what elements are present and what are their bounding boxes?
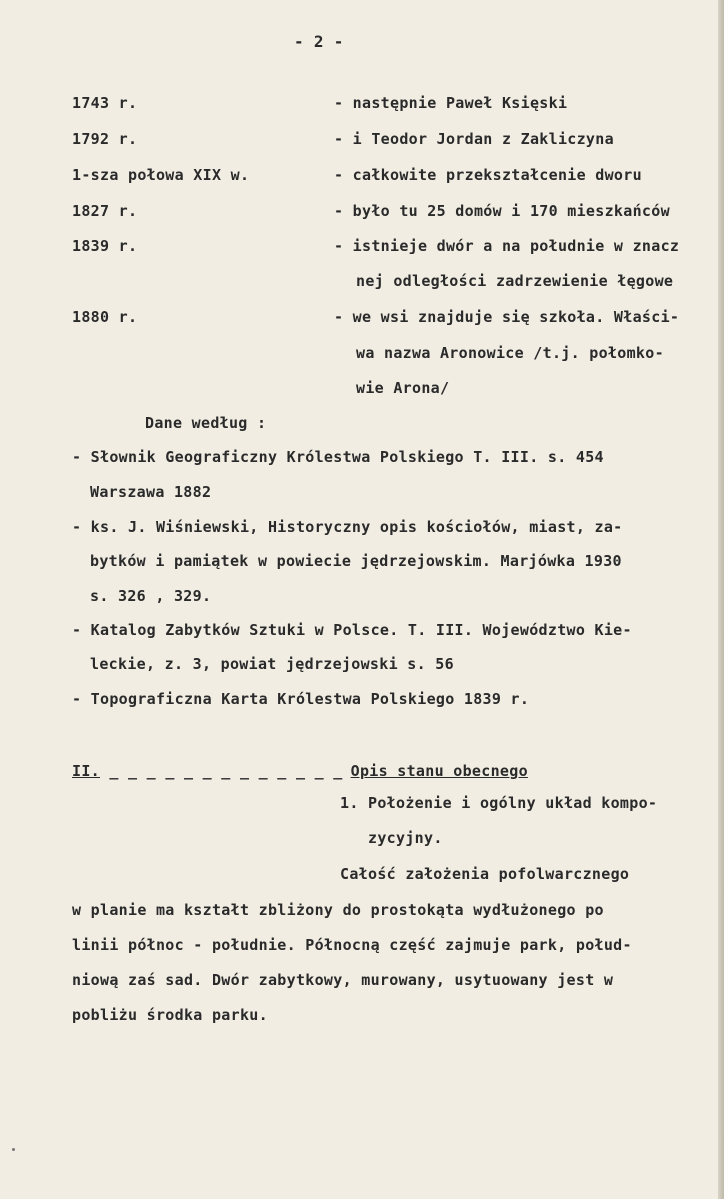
chronology-date: 1792 r. bbox=[72, 130, 138, 148]
chronology-text: - i Teodor Jordan z Zakliczyna bbox=[334, 130, 614, 148]
chronology-date: 1-sza połowa XIX w. bbox=[72, 166, 250, 184]
body-line: w planie ma kształt zbliżony do prostokąta wydłużonego po bbox=[72, 901, 604, 919]
body-line: pobliżu środka parku. bbox=[72, 1006, 268, 1024]
section-heading bbox=[72, 762, 528, 780]
chronology-date: 1743 r. bbox=[72, 94, 138, 112]
sources-heading: Dane według : bbox=[145, 414, 267, 432]
source-line: bytków i pamiątek w powiecie jędrzejowskim. Marjówka 1930 bbox=[90, 552, 622, 570]
chronology-text: - we wsi znajduje się szkoła. Właści- bbox=[334, 308, 680, 326]
section-title: Opis stanu obecnego bbox=[350, 762, 528, 780]
chronology-date: 1880 r. bbox=[72, 308, 138, 326]
source-line: - Topograficzna Karta Królestwa Polskiego 1839 r. bbox=[72, 690, 530, 708]
chronology-text: - następnie Paweł Księski bbox=[334, 94, 568, 112]
source-line: leckie, z. 3, powiat jędrzejowski s. 56 bbox=[90, 655, 454, 673]
chronology-text: wa nazwa Aronowice /t.j. połomko- bbox=[356, 344, 664, 362]
paper-speck bbox=[12, 1148, 15, 1151]
chronology-date: 1827 r. bbox=[72, 202, 138, 220]
source-line: Warszawa 1882 bbox=[90, 483, 212, 501]
body-line: linii północ - południe. Północną część zajmuje park, połud- bbox=[72, 936, 632, 954]
source-line: - Katalog Zabytków Sztuki w Polsce. T. III. Województwo Kie- bbox=[72, 621, 632, 639]
subsection-title-cont: zycyjny. bbox=[368, 829, 443, 847]
source-line: - ks. J. Wiśniewski, Historyczny opis kościołów, miast, za- bbox=[72, 518, 623, 536]
section-number: II. bbox=[72, 762, 100, 780]
chronology-date: 1839 r. bbox=[72, 237, 138, 255]
page-edge bbox=[718, 0, 724, 1199]
chronology-text: - istnieje dwór a na południe w znacz bbox=[334, 237, 680, 255]
chronology-text: nej odległości zadrzewienie łęgowe bbox=[356, 272, 674, 290]
source-line: s. 326 , 329. bbox=[90, 587, 212, 605]
body-line: Całość założenia pofolwarcznego bbox=[340, 865, 630, 883]
section-dashes: _ _ _ _ _ _ _ _ _ _ _ _ _ bbox=[100, 762, 343, 780]
source-line: - Słownik Geograficzny Królestwa Polskiego T. III. s. 454 bbox=[72, 448, 604, 466]
subsection-title: 1. Położenie i ogólny układ kompo- bbox=[340, 794, 658, 812]
chronology-text: - całkowite przekształcenie dworu bbox=[334, 166, 642, 184]
body-line: niową zaś sad. Dwór zabytkowy, murowany, usytuowany jest w bbox=[72, 971, 614, 989]
chronology-text: wie Arona/ bbox=[356, 379, 450, 397]
page-number: - 2 - bbox=[294, 32, 344, 51]
chronology-text: - było tu 25 domów i 170 mieszkańców bbox=[334, 202, 670, 220]
